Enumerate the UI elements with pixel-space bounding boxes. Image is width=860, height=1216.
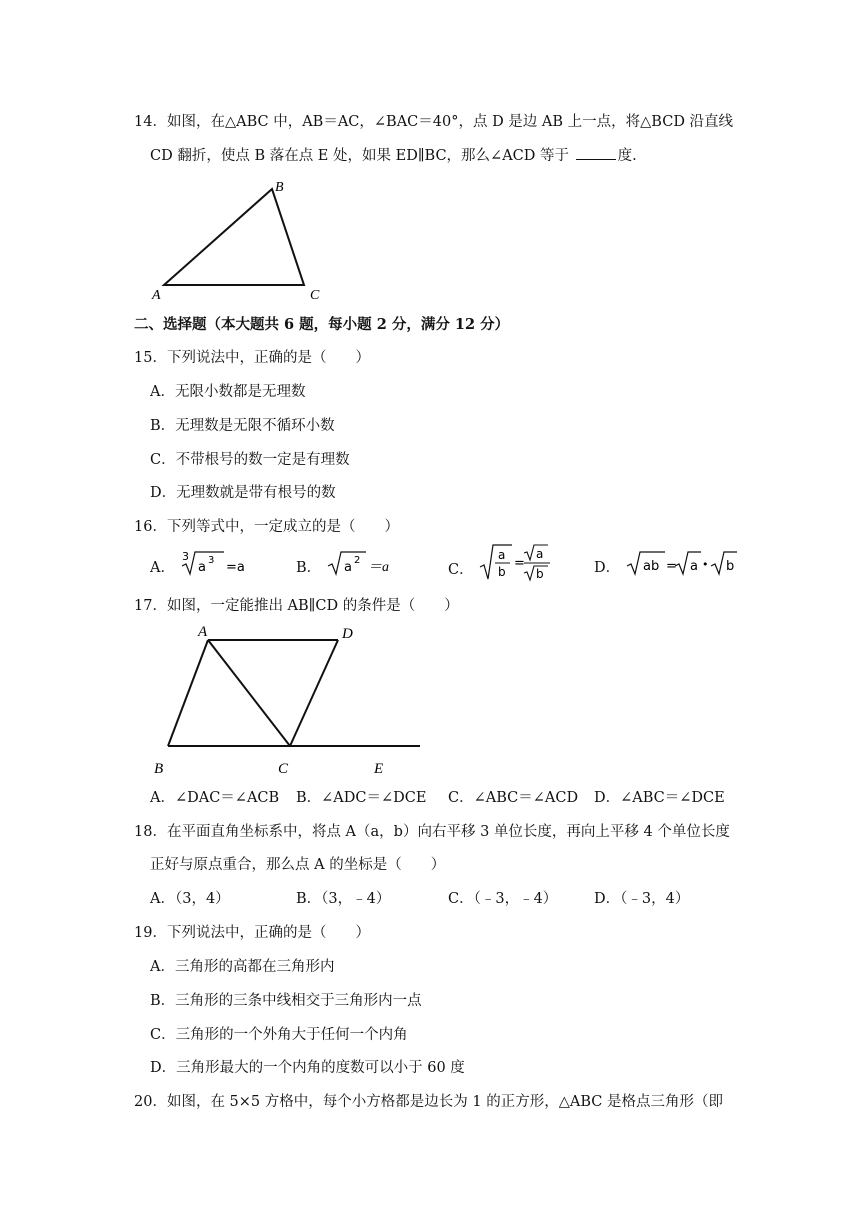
product-sqrt-expression (625, 555, 747, 581)
q18-line2: 正好与原点重合，那么点 A 的坐标是（ ） (150, 857, 446, 873)
rhs: ＝a (367, 560, 389, 575)
segment-ac (208, 640, 290, 746)
right-numerator: a (536, 547, 544, 561)
option-d-label: D． (594, 560, 621, 576)
q15-option-b[interactable]: B．无理数是无限不循环小数 (150, 418, 335, 434)
rhs: =a (225, 560, 245, 575)
q16-option-d[interactable] (594, 555, 747, 581)
q18-option-a[interactable]: A．（3，4） (150, 891, 230, 907)
q15-stem: 15．下列说法中，正确的是（ ） (134, 350, 370, 366)
q15-option-c[interactable]: C．不带根号的数一定是有理数 (150, 452, 350, 468)
segment-dc (290, 640, 338, 746)
q19-option-c[interactable]: C．三角形的一个外角大于任何一个内角 (150, 1027, 408, 1043)
radical-sign (480, 545, 512, 579)
answer-blank[interactable] (576, 145, 616, 160)
q17-option-c[interactable]: C．∠ABC＝∠ACD (448, 790, 579, 806)
q14-text-2: CD 翻折，使点 B 落在点 E 处，如果 ED∥BC，那么∠ACD 等于 (150, 148, 569, 164)
equals: = (665, 559, 677, 574)
multiply-dot: • (701, 558, 709, 571)
q17-option-d[interactable]: D．∠ABC＝∠DCE (594, 790, 725, 806)
option-c-label: C． (448, 562, 474, 578)
q16-stem: 16．下列等式中，一定成立的是（ ） (134, 519, 399, 535)
radicand: a (343, 560, 352, 575)
q18-option-b[interactable]: B．（3，﹣4） (296, 891, 391, 907)
q14-line2 (150, 145, 637, 166)
denominator: b (498, 565, 506, 579)
cube-root-expression (180, 550, 258, 581)
radicand-b: b (725, 559, 735, 574)
label-a: A (152, 288, 161, 303)
q15-option-d[interactable]: D．无理数就是带有根号的数 (150, 485, 336, 501)
section-title: 二、选择题（本大题共 6 题，每小题 2 分，满分 12 分） (134, 316, 510, 333)
label-b: B (154, 761, 164, 777)
segment-ab (168, 640, 208, 746)
label-d: D (342, 626, 353, 642)
label-a: A (198, 624, 208, 640)
label-b: B (275, 180, 284, 195)
root-index: 3 (181, 550, 189, 563)
fraction-sqrt-expression (478, 547, 568, 585)
q19-stem: 19．下列说法中，正确的是（ ） (134, 925, 370, 941)
q20-line1: 20．如图，在 5×5 方格中，每个小方格都是边长为 1 的正方形，△ABC 是格点三角形（即 (134, 1094, 723, 1110)
exponent: 2 (353, 555, 361, 566)
q14-text-3: 度. (617, 148, 637, 164)
equals: = (514, 556, 526, 571)
q17-stem: 17．如图，一定能推出 AB∥CD 的条件是（ ） (134, 598, 459, 614)
q14-line1 (134, 112, 733, 132)
label-c: C (278, 761, 289, 777)
q16-option-a[interactable] (150, 550, 258, 581)
label-e: E (374, 761, 384, 777)
sqrt-expression (326, 555, 402, 581)
triangle-abc (164, 189, 304, 285)
radicand: a (197, 560, 206, 575)
radicand-a: a (689, 559, 698, 574)
right-denominator: b (536, 567, 544, 581)
q14-text-1: 如图，在△ABC 中，AB＝AC，∠BAC＝40°，点 D 是边 AB 上一点，将△BCD 沿直线 (166, 114, 734, 130)
q19-option-b[interactable]: B．三角形的三条中线相交于三角形内一点 (150, 993, 422, 1009)
q17-option-b[interactable]: B．∠ADC＝∠DCE (296, 790, 427, 806)
numerator: a (498, 548, 506, 562)
q16-option-b[interactable] (296, 555, 402, 581)
q14-triangle-figure (150, 175, 340, 305)
exponent: 3 (207, 555, 214, 566)
label-c: C (310, 288, 320, 303)
option-b-label: B． (296, 560, 322, 576)
q14-number: 14． (134, 114, 167, 130)
radicand-ab: ab (642, 559, 659, 574)
q18-line1: 18．在平面直角坐标系中，将点 A（a，b）向右平移 3 单位长度，再向上平移 4 个单位长度 (134, 824, 730, 840)
q19-option-a[interactable]: A．三角形的高都在三角形内 (150, 959, 335, 975)
q15-option-a[interactable]: A．无限小数都是无理数 (150, 384, 306, 400)
q16-option-c[interactable] (448, 547, 568, 585)
option-a-label: A． (150, 560, 175, 576)
q19-option-d[interactable]: D．三角形最大的一个内角的度数可以小于 60 度 (150, 1060, 465, 1076)
q17-option-a[interactable]: A．∠DAC＝∠ACB (150, 790, 280, 806)
q18-option-c[interactable]: C．（﹣3，﹣4） (448, 891, 558, 907)
q18-option-d[interactable]: D．（﹣3，4） (594, 891, 690, 907)
q17-parallelogram-figure (150, 620, 430, 782)
